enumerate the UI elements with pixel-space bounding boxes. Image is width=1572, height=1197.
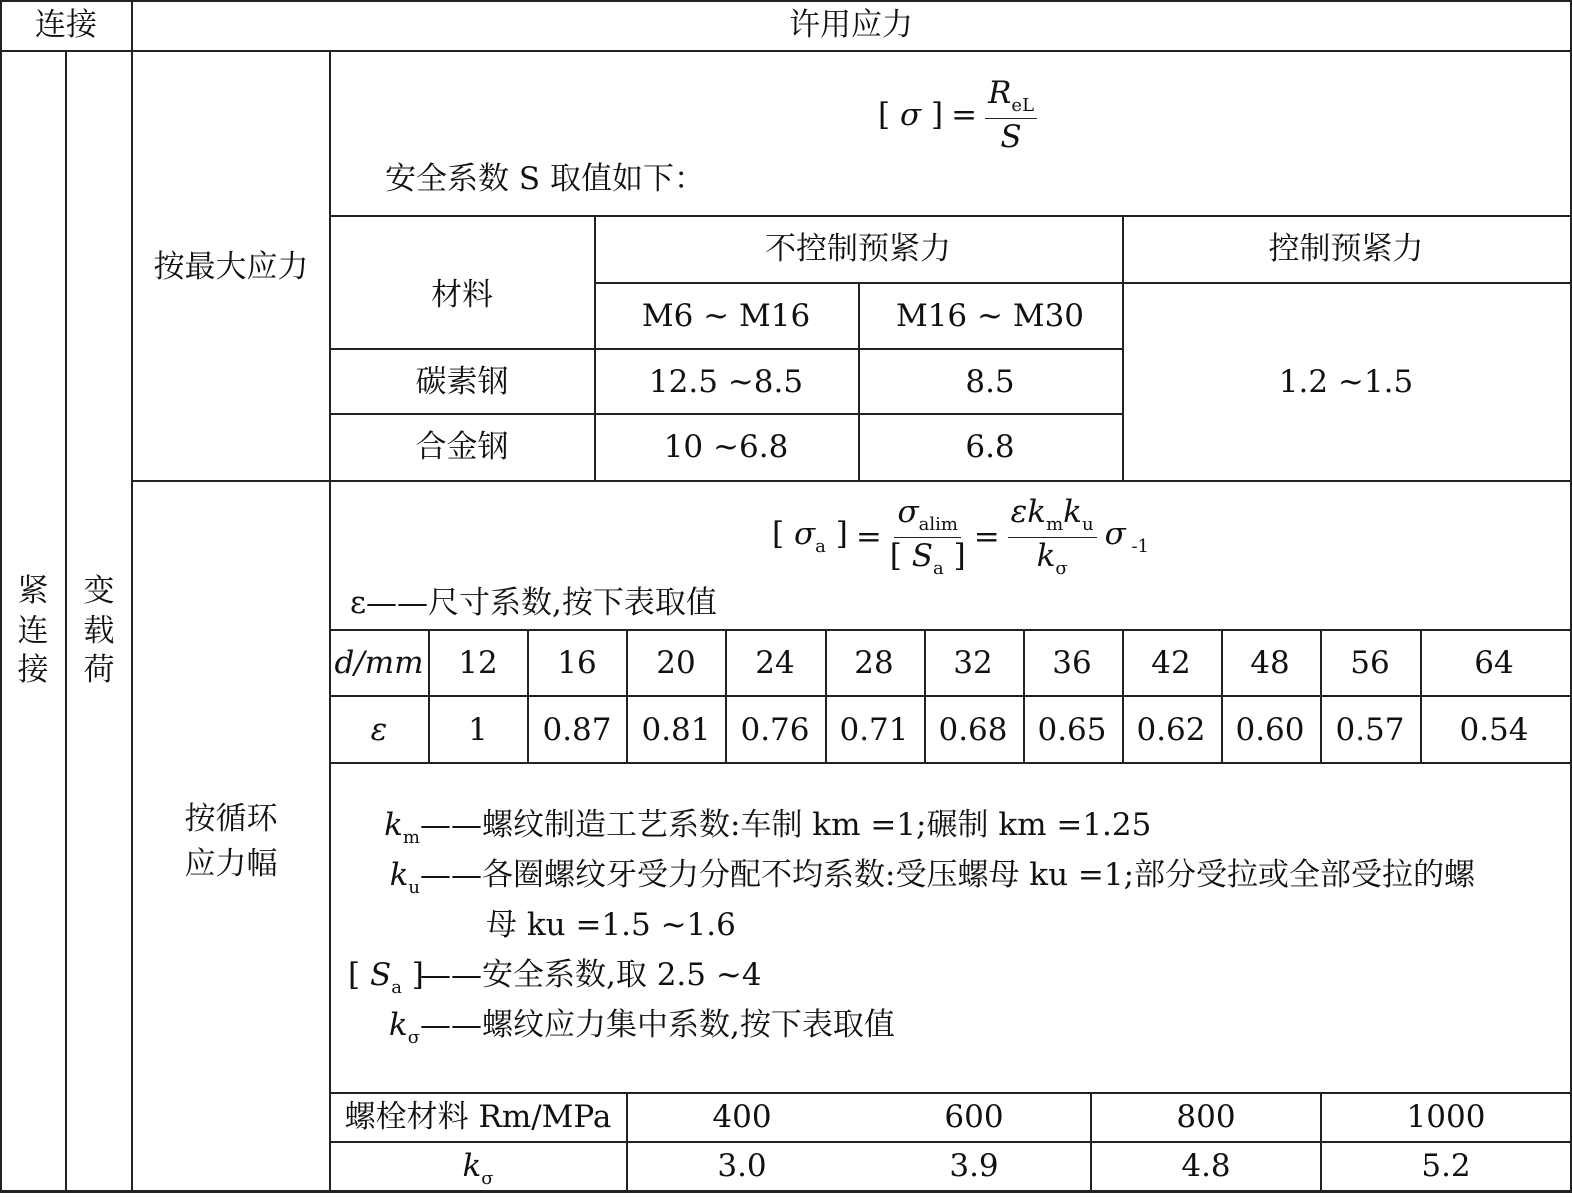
formula-allowable-stress: [ σ ] = $\frac{R_{eL}}{S}$ <box>878 78 1037 153</box>
category-tight-connection: 紧连接 <box>17 573 49 689</box>
header-allowable-stress: 许用应力 <box>789 7 913 43</box>
material-alloy-steel: 合金钢 <box>415 429 509 465</box>
epsilon-value: 0.62 <box>1136 712 1206 748</box>
d-value: 12 <box>458 645 498 681</box>
epsilon-note: ε——尺寸系数,按下表取值 <box>350 585 717 621</box>
carbon-steel-m16-m30: 8.5 <box>965 364 1015 400</box>
range-m16-m30: M16 ~ M30 <box>895 298 1085 334</box>
epsilon-value: 0.71 <box>839 712 909 748</box>
d-value: 32 <box>953 645 993 681</box>
d-value: 64 <box>1474 645 1514 681</box>
alloy-steel-m16-m30: 6.8 <box>965 429 1015 465</box>
category-variable-load: 变载荷 <box>83 573 115 689</box>
section-max-stress-label: 按最大应力 <box>153 249 309 285</box>
d-value: 20 <box>656 645 696 681</box>
rm-value: 1000 <box>1406 1099 1486 1135</box>
d-value: 56 <box>1350 645 1390 681</box>
d-value: 48 <box>1250 645 1290 681</box>
rm-value: 400 <box>712 1099 772 1135</box>
k-sigma-header: $k_\sigma$ <box>462 1148 494 1189</box>
k-sigma-value: 4.8 <box>1181 1148 1231 1184</box>
note-km: $k_m——$螺纹制造工艺系数:车制 km =1;碾制 km =1.25 <box>384 807 1152 848</box>
rm-value: 800 <box>1176 1099 1236 1135</box>
alloy-steel-m6-m16: 10 ~6.8 <box>663 429 789 465</box>
header-connection: 连接 <box>35 7 97 43</box>
note-sa: [ $S_a$ ]——安全系数,取 2.5 ~4 <box>348 957 762 998</box>
epsilon-value: 0.65 <box>1037 712 1107 748</box>
material-carbon-steel: 碳素钢 <box>415 364 509 400</box>
d-value: 24 <box>755 645 795 681</box>
safety-factor-intro: 安全系数 S 取值如下： <box>385 161 705 197</box>
range-m6-m16: M6 ~ M16 <box>641 298 811 334</box>
epsilon-value: 0.54 <box>1459 712 1529 748</box>
k-sigma-value: 3.9 <box>949 1148 999 1184</box>
d-value: 42 <box>1151 645 1191 681</box>
d-mm-header: d/mm <box>334 645 424 681</box>
epsilon-value: 0.68 <box>938 712 1008 748</box>
epsilon-value: 0.57 <box>1335 712 1405 748</box>
note-ks: $k_\sigma——$螺纹应力集中系数,按下表取值 <box>388 1007 895 1048</box>
controlled-preload-value: 1.2 ~1.5 <box>1278 364 1414 400</box>
epsilon-value: 0.76 <box>740 712 810 748</box>
uncontrolled-preload-header: 不控制预紧力 <box>765 231 951 267</box>
d-value: 28 <box>854 645 894 681</box>
d-value: 16 <box>557 645 597 681</box>
coefficient-notes <box>348 800 1475 1050</box>
section-cycle-label: 按循环 应力幅 <box>184 801 278 882</box>
epsilon-header: ε <box>370 712 388 748</box>
k-sigma-value: 5.2 <box>1421 1148 1471 1184</box>
epsilon-value: 1 <box>468 712 488 748</box>
epsilon-value: 0.87 <box>542 712 612 748</box>
formula-allowable-amplitude: [ $\sigma_a$ ] = $\frac{\sigma_{alim}}{[ S_a ]}$ = $\frac{\varepsilon k_mk_u}{k_\sigma}$ σ $_{-1}$ <box>772 494 1149 579</box>
epsilon-value: 0.60 <box>1235 712 1305 748</box>
rm-header: 螺栓材料 Rm/MPa <box>344 1099 612 1135</box>
controlled-preload-header: 控制预紧力 <box>1268 231 1424 267</box>
k-sigma-value: 3.0 <box>717 1148 767 1184</box>
material-header: 材料 <box>431 277 493 313</box>
note-ku-cont: 母 ku =1.5 ~1.6 <box>486 907 736 943</box>
epsilon-value: 0.81 <box>641 712 711 748</box>
note-ku: $k_u——$各圈螺纹牙受力分配不均系数:受压螺母 ku =1;部分受拉或全部受拉的螺 <box>389 857 1476 898</box>
carbon-steel-m6-m16: 12.5 ~8.5 <box>648 364 804 400</box>
d-value: 36 <box>1052 645 1092 681</box>
rm-value: 600 <box>944 1099 1004 1135</box>
